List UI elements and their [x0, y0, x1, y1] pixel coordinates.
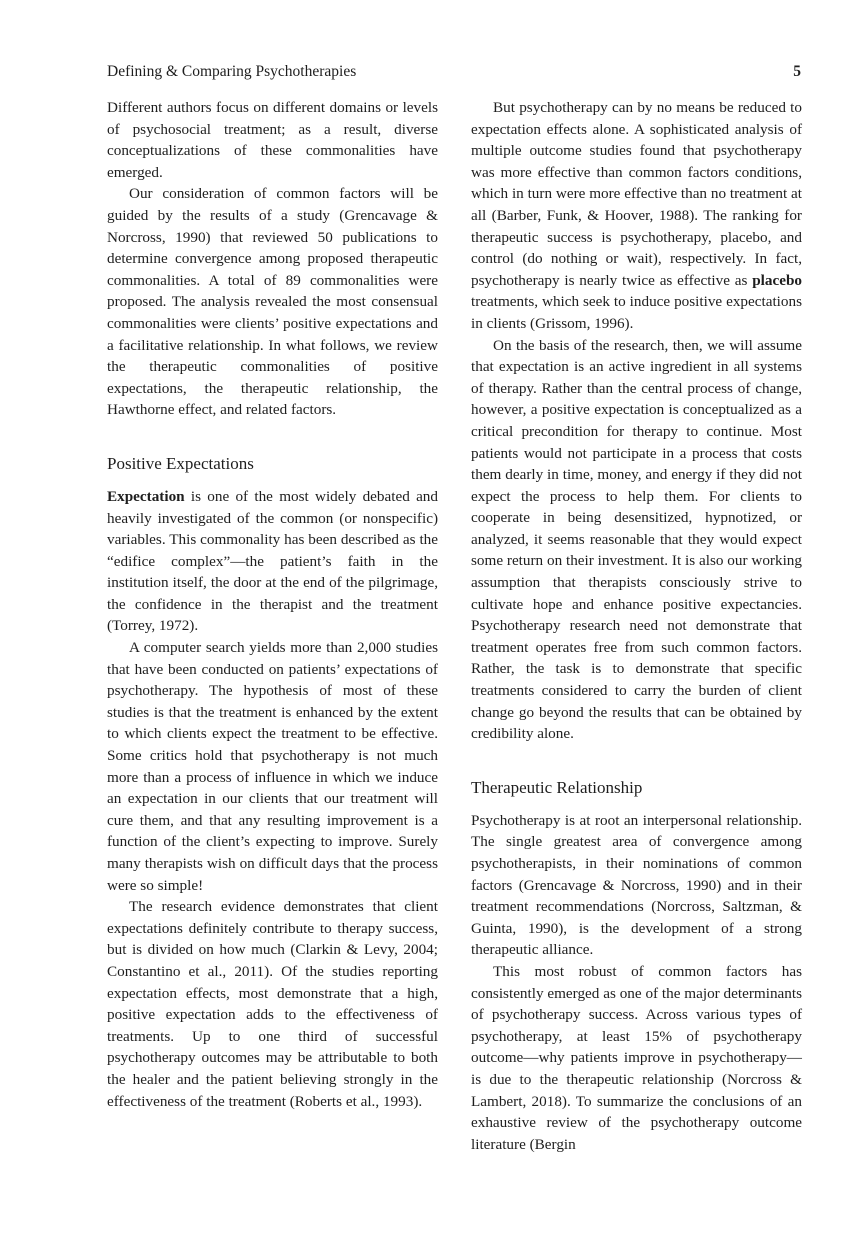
right-column	[471, 97, 802, 1155]
paragraph: Our consideration of common factors will be guided by the results of a study (Grencavage & Norcross, 1990) that reviewed 50 publications to determine convergence among proposed therapeutic commonalities. A total of 89 commonalities were proposed. The analysis revealed the most consensual commonalities were clients’ positive expectations and a facilitative relationship. In what follows, we review the therapeutic commonalities of positive expectations, the therapeutic relationship, the Hawthorne effect, and related factors.	[107, 185, 438, 419]
page-number: 5	[793, 63, 801, 80]
running-header	[107, 61, 801, 83]
bold-term: Expectation	[107, 487, 185, 505]
running-title: Defining & Comparing Psychotherapies	[107, 63, 357, 80]
paragraph: A computer search yields more than 2,000 studies that have been conducted on patients’ expectations of psychotherapy. The hypothesis of most of these studies is that the treatment is enhanced by the extent to which clients expect the treatment to be effective. Some critics hold that psychotherapy is not much more than a process of influence in which we induce an expectation in our clients that our treatment will cure them, and that any resulting improvement is a function of the client’s expecting to improve. Surely many therapists wish on difficult days that the process were so simple!	[107, 639, 438, 894]
paragraph-text: is one of the most widely debated and heavily investigated of the common (or nonspecific) variables. This commonality has been described as the “edifice complex”—the patient’s faith in the institution itself, the door at the end of the pilgrimage, the confidence in the therapist and the treatment (Torrey, 1972).	[107, 487, 438, 635]
paragraph-text: treatments, which seek to induce positive expectations in clients (Grissom, 1996).	[471, 293, 802, 332]
paragraph: This most robust of common factors has consistently emerged as one of the major determinants of psychotherapy success. Across various types of psychotherapy, at least 15% of psychotherapy outcome—why patients improve in psychotherapy—is due to the therapeutic relationship (Norcross & Lambert, 2018). To summarize the conclusions of an exhaustive review of the psychotherapy outcome literature (Bergin	[471, 962, 802, 1153]
paragraph: The research evidence demonstrates that client expectations definitely contribute to therapy success, but is divided on how much (Clarkin & Levy, 2004; Constantino et al., 2011). Of the studies reporting expectation effects, most demonstrate that a high, positive expectation adds to the effectiveness of treatments. Up to one third of successful psychotherapy outcomes may be attributable to both the healer and the patient believing strongly in the effectiveness of the treatment (Roberts et al., 1993).	[107, 898, 438, 1110]
paragraph-text: But psychotherapy can by no means be reduced to expectation effects alone. A sophisticated analysis of multiple outcome studies found that psychotherapy was more effective than common factors conditions, which in turn were more effective than no treatment at all (Barber, Funk, & Hoover, 1988). The ranking for therapeutic success is psychotherapy, placebo, and control (do nothing or wait), respectively. In fact, psychotherapy is nearly twice as effective as	[471, 99, 802, 289]
paragraph: Psychotherapy is at root an interpersonal relationship. The single greatest area of convergence among psychotherapists, in their nominations of common factors (Grencavage & Norcross, 1990) and in their treatment recommendations (Norcross, Saltzman, & Guinta, 1990), is the development of a strong therapeutic alliance.	[471, 811, 802, 959]
left-column	[107, 97, 438, 1112]
section-heading-therapeutic-relationship: Therapeutic Relationship	[471, 777, 643, 797]
paragraph: On the basis of the research, then, we will assume that expectation is an active ingredient in all systems of therapy. Rather than the central process of change, however, a positive expectation is conceptualized as a critical precondition for therapy to continue. Most patients would not participate in a process that costs them dearly in time, money, and energy if they did not expect the process to help them. For clients to cooperate in being desensitized, hypnotized, or analyzed, it seems reasonable that they would expect some return on their investment. It is also our working assumption that therapists consciously strive to cultivate hope and enhance positive expectancies. Psychotherapy research need not demonstrate that treatment operates free from such common factors. Rather, the task is to demonstrate that specific treatments considered to carry the burden of client change go beyond the results that can be obtained by credibility alone.	[471, 336, 802, 743]
paragraph	[107, 486, 438, 637]
paragraph	[471, 97, 802, 335]
bold-term: placebo	[752, 271, 802, 289]
paragraph: Different authors focus on different domains or levels of psychosocial treatment; as a result, diverse conceptualizations of these commonalities have emerged.	[107, 99, 438, 181]
section-heading-positive-expectations: Positive Expectations	[107, 453, 254, 473]
